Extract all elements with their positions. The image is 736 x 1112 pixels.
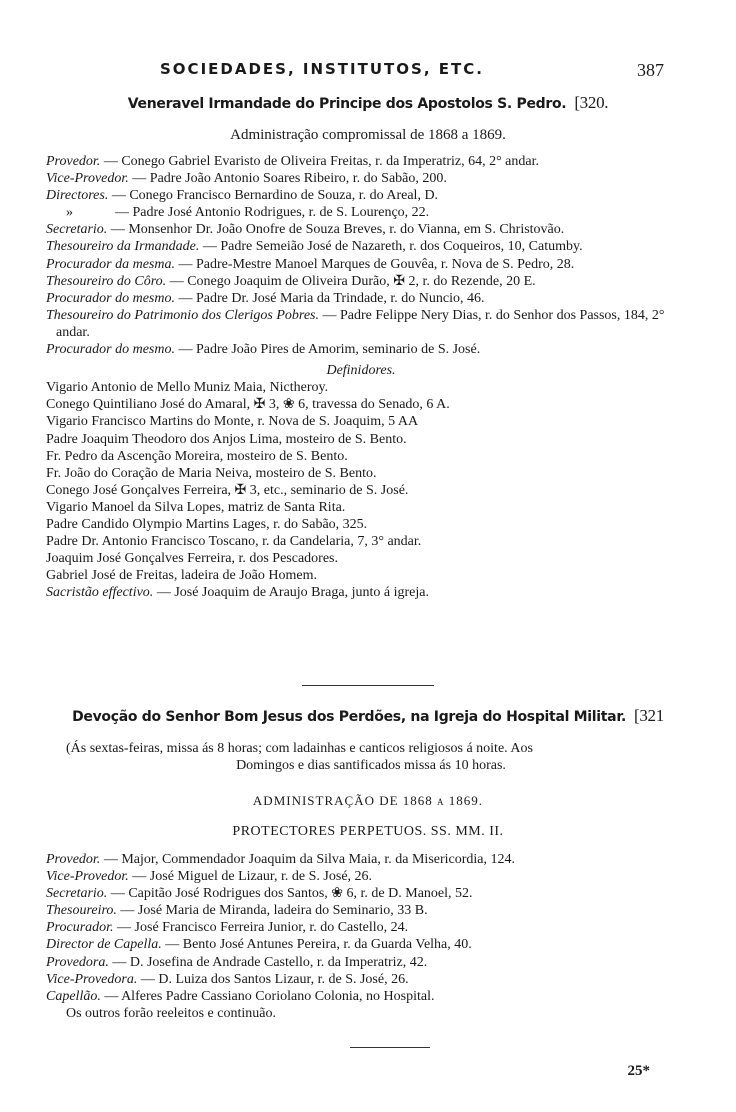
section2-title [0,706,736,726]
section2-admin: ADMINISTRAÇÃO DE 1868 a 1869. [252,793,484,808]
officer-text: — Padre Felippe Nery Dias, r. do Senhor dos Passos, 184, 2° andar. [56,307,665,340]
officer-label: Vice-Provedor. [46,171,129,187]
officer-label: Thesoureiro da Irmandade. [46,239,200,255]
definidor-entry: Padre Joaquim Theodoro dos Anjos Lima, mosteiro de S. Bento. [46,431,407,447]
section1-subtitle: Administração compromissal de 1868 a 1869. [230,127,506,143]
officer-label: Thesoureiro. [46,903,117,919]
section2-protectores: PROTECTORES PERPETUOS. SS. MM. II. [232,824,504,839]
definidor-entry: Vigario Manoel da Silva Lopes, matriz de Santa Rita. [46,499,346,515]
officer-text: — Conego Joaquim de Oliveira Durão, ✠ 2, r. do Rezende, 20 E. [166,273,536,289]
officer-entry [46,971,676,988]
officer-label: Capellão. [46,988,101,1004]
closing-line: Os outros forão reeleitos e continuão. [66,1005,276,1021]
officer-text: — Padre José Antonio Rodrigues, r. de S. Lourenço, 22. [73,205,430,221]
definidor-entry: Gabriel José de Freitas, ladeira de João Homem. [46,568,317,584]
officer-text: — Padre-Mestre Manoel Marques de Gouvêa, r. Nova de S. Pedro, 28. [174,256,575,272]
definidor-entry: Fr. Pedro da Ascenção Moreira, mosteiro de S. Bento. [46,448,348,464]
officer-label: Procurador. [46,920,114,936]
officer-text: — José Maria de Miranda, ladeira do Seminario, 33 B. [116,903,428,919]
officer-label: Vice-Provedora. [46,971,138,987]
section1-number: [320. [574,93,609,112]
officer-text: — D. Josefina de Andrade Castello, r. da Imperatriz, 42. [108,954,428,970]
officer-text: — D. Luiza dos Santos Lizaur, r. de S. José, 26. [137,971,409,987]
officer-text: — José Francisco Ferreira Junior, r. do Castello, 24. [113,920,409,936]
page-number: 387 [637,60,664,80]
section1-title-text: Veneravel Irmandade do Principe dos Apostolos S. Pedro. [127,96,567,112]
officer-entry [46,238,676,255]
officer-entry [46,919,676,936]
officer-entry [46,290,676,307]
definidor-entry: Joaquim José Gonçalves Ferreira, r. dos Pescadores. [46,551,338,567]
officer-entry [46,851,676,868]
officer-text: — Conego Francisco Bernardino de Souza, r. do Areal, D. [108,188,439,204]
officer-text: — Bento José Antunes Pereira, r. da Guarda Velha, 40. [161,937,472,953]
definidores-heading: Definidores. [326,363,396,379]
sacristao-entry [46,584,676,601]
running-head [0,60,736,84]
officer-entry [46,153,676,170]
officer-label: Secretario. [46,886,108,902]
officer-text: — Monsenhor Dr. João Onofre de Souza Breves, r. do Vianna, em S. Christovão. [107,222,565,238]
officer-text: — Conego Gabriel Evaristo de Oliveira Freitas, r. da Imperatriz, 64, 2° andar. [100,154,540,169]
officer-entry [46,341,676,358]
section2-officers [46,851,676,1022]
section1-title [0,93,736,113]
officer-entry [46,988,676,1005]
officer-text: — Alferes Padre Cassiano Coriolano Colonia, no Hospital. [100,988,435,1004]
officer-label: Procurador do mesmo. [46,342,175,358]
officer-text: — Padre João Antonio Soares Ribeiro, r. do Sabão, 200. [128,171,447,187]
definidor-entry: Padre Candido Olympio Martins Lages, r. do Sabão, 325. [46,516,368,532]
officer-entry [46,273,676,290]
officer-entry [46,307,676,341]
officer-text: — Padre Semeião José de Nazareth, r. dos Coqueiros, 10, Catumby. [199,239,583,255]
definidor-entry: Vigario Antonio de Mello Muniz Maia, Nictheroy. [46,380,329,396]
definidor-entry: Conego José Gonçalves Ferreira, ✠ 3, etc., seminario de S. José. [46,482,409,498]
section2-number: [321 [633,706,664,725]
signature-mark: 25* [627,1063,650,1079]
section-divider [302,685,434,686]
officer-label: » [66,205,73,221]
officer-text: — Capitão José Rodrigues dos Santos, ❀ 6, r. de D. Manoel, 52. [107,886,473,902]
definidor-entry: Vigario Francisco Martins do Monte, r. Nova de S. Joaquim, 5 AA [46,414,419,430]
note-line: Domingos e dias santificados missa ás 10 horas. [236,758,506,773]
definidor-entry: Conego Quintiliano José do Amaral, ✠ 3, ❀ 6, travessa do Senado, 6 A. [46,397,450,413]
officer-label: Thesoureiro do Patrimonio dos Clerigos Pobres. [46,307,320,323]
officer-label: Provedor. [46,852,101,867]
officer-text: — Padre Dr. José Maria da Trindade, r. do Nuncio, 46. [174,290,485,306]
running-title: SOCIEDADES, INSTITUTOS, ETC. [160,60,484,78]
sacristao-text: — José Joaquim de Araujo Braga, junto á igreja. [153,585,429,601]
officer-entry [46,256,676,273]
officer-label: Directores. [46,188,109,204]
officer-entry [46,954,676,971]
officer-label: Procurador da mesma. [46,256,175,272]
officer-entry [46,885,676,902]
sacristao-label: Sacristão effectivo. [46,585,154,601]
officer-entry [46,187,676,204]
officer-label: Thesoureiro do Côro. [46,273,167,289]
definidor-entry: Padre Dr. Antonio Francisco Toscano, r. da Candelaria, 7, 3° andar. [46,534,422,550]
officer-text: — Major, Commendador Joaquim da Silva Maia, r. da Misericordia, 124. [100,852,516,867]
officer-label: Provedora. [46,954,109,970]
officer-label: Secretario. [46,222,108,238]
officer-label: Provedor. [46,154,101,169]
officer-entry [46,868,676,885]
officer-label: Vice-Provedor. [46,869,129,885]
definidor-entry: Fr. João do Coração de Maria Neiva, mosteiro de S. Bento. [46,465,377,481]
officer-label: Director de Capella. [46,937,162,953]
section2-note [66,740,676,774]
note-line: (Ás sextas-feiras, missa ás 8 horas; com ladainhas e canticos religiosos á noite. Aos [66,741,533,756]
officer-text: — Padre João Pires de Amorim, seminario de S. José. [174,342,481,358]
section1-officers [46,153,676,601]
officer-entry [46,902,676,919]
officer-entry [46,204,676,221]
officer-label: Procurador do mesmo. [46,290,175,306]
officer-entry [46,170,676,187]
officer-text: — José Miguel de Lizaur, r. de S. José, 26. [128,869,373,885]
section2-title-text: Devoção do Senhor Bom Jesus dos Perdões, na Igreja do Hospital Militar. [72,709,626,725]
officer-entry [46,936,676,953]
footer-divider [350,1047,430,1048]
officer-entry [46,221,676,238]
